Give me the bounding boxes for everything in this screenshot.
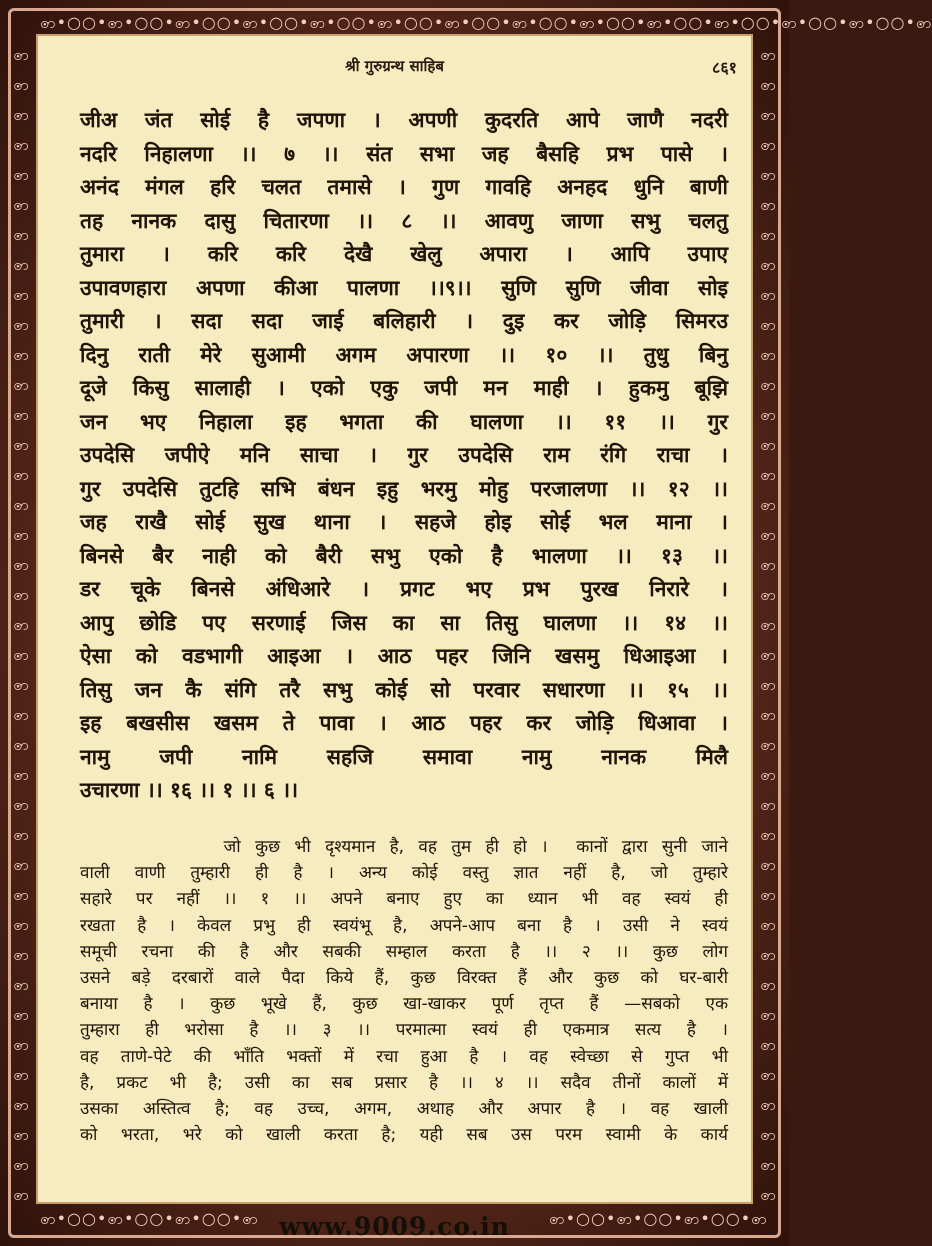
verse-line: नदरि निहालणा ।। ७ ।। संत सभा जह बैसहि प्रभ पासे । <box>80 141 728 166</box>
translation-line: समूची रचना की है और सबकी सम्हाल करता है ।। २ ।। कुछ लोग <box>80 941 728 962</box>
verse-line: तह नानक दासु चितारणा ।। ८ ।। आवणु जाणा सभु चलतु <box>80 208 728 233</box>
verse-line: नामु जपी नामि सहजि समावा नामु नानक मिलै <box>80 744 728 769</box>
right-ornament-column: ꩦꩦꩦꩦꩦꩦꩦꩦꩦꩦꩦꩦꩦꩦꩦꩦꩦꩦꩦꩦꩦꩦꩦꩦꩦꩦꩦꩦꩦꩦꩦꩦꩦꩦꩦꩦꩦꩦꩦ <box>760 45 776 1204</box>
verse-line: दिनु राती मेरे सुआमी अगम अपारणा ।। १० ।। तुधु बिनु <box>80 342 728 367</box>
verse-line: दूजे किसु सालाही । एको एकु जपी मन माही । हुकमु बूझि <box>80 376 728 400</box>
translation-line: को भरता, भरे को खाली करता है; यही सब उस परम स्वामी के कार्य <box>80 1125 728 1146</box>
bottom-ornament-right: ꩦ•○○•ꩦ•○○•ꩦ•○○•ꩦ <box>549 1209 768 1228</box>
translation-line: उसने बड़े दरबारों वाले पैदा किये हैं, कुछ विरक्त हैं और कुछ को घर-बारी <box>80 967 728 988</box>
verse-line: बिनसे बैर नाही को बैरी सभु एको है भालणा ।। १३ ।। <box>80 543 728 568</box>
bottom-ornament-left: ꩦ•○○•ꩦ•○○•ꩦ•○○•ꩦ <box>40 1209 259 1228</box>
website-footer: www.9009.co.in <box>279 1212 510 1241</box>
left-ornament-column: ꩦꩦꩦꩦꩦꩦꩦꩦꩦꩦꩦꩦꩦꩦꩦꩦꩦꩦꩦꩦꩦꩦꩦꩦꩦꩦꩦꩦꩦꩦꩦꩦꩦꩦꩦꩦꩦꩦꩦ <box>13 45 29 1204</box>
translation-line: रखता है । केवल प्रभु ही स्वयंभू है, अपने-आप बना है । उसी ने स्वयं <box>80 915 728 936</box>
verse-line: डर चूके बिनसे अंधिआरे । प्रगट भए प्रभ पुरख निरारे । <box>80 577 728 601</box>
translation-line: उसका अस्तित्व है; वह उच्च, अगम, अथाह और अपार है । वह खाली <box>80 1098 728 1119</box>
translation-line: जो कुछ भी दृश्यमान है, वह तुम ही हो । कानों द्वारा सुनी जाने <box>80 837 728 857</box>
top-ornament-row: ꩦ•○○•ꩦ•○○•ꩦ•○○•ꩦ•○○•ꩦ•○○•ꩦ•○○•ꩦ•○○•ꩦ•○○•ꩦ•○○•ꩦ•○○•ꩦ•○○•ꩦ•○○•ꩦ•○○•ꩦ <box>40 13 932 32</box>
verse-line: जन भए निहाला इह भगता की घालणा ।। ११ ।। गुर <box>80 409 728 434</box>
hindi-translation-block <box>80 834 728 1148</box>
translation-line: बनाया है । कुछ भूखे हैं, कुछ खा-खाकर पूर्ण तृप्त हैं —सबको एक <box>80 994 728 1015</box>
page-number: ८६१ <box>712 58 737 77</box>
verse-line: तुमारी । सदा सदा जाई बलिहारी । दुइ कर जोड़ि सिमरउ <box>80 309 728 333</box>
verse-line: आपु छोडि पए सरणाई जिस का सा तिसु घालणा ।। १४ ।। <box>80 610 728 635</box>
page-header <box>36 56 753 80</box>
verse-line: अनंद मंगल हरि चलत तमासे । गुण गावहि अनहद धुनि बाणी <box>80 175 728 199</box>
page-title: श्री गुरुग्रन्थ साहिब <box>345 57 444 75</box>
translation-line: वह ताणे-पेटे की भाँति भक्तों में रचा हुआ है । वह स्वेच्छा से गुप्त भी <box>80 1046 728 1067</box>
verse-line: उपदेसि जपीऐ मनि साचा । गुर उपदेसि राम रंगि राचा । <box>80 443 728 467</box>
verse-line: जह राखै सोई सुख थाना । सहजे होइ सोई भल माना । <box>80 510 728 534</box>
verse-line: उपावणहारा अपणा कीआ पालणा ।।९।। सुणि सुणि जीवा सोइ <box>80 275 728 300</box>
scripture-page <box>36 34 753 1204</box>
verse-line: तिसु जन कै संगि तरै सभु कोई सो परवार सधारणा ।। १५ ।। <box>80 677 728 702</box>
verse-line: ऐसा को वडभागी आइआ । आठ पहर जिनि खसमु धिआइआ । <box>80 644 728 668</box>
verse-line: तुमारा । करि करि देखै खेलु अपारा । आपि उपाए <box>80 242 728 266</box>
gurbani-verse-block <box>80 104 728 808</box>
verse-line: गुर उपदेसि तुटहि सभि बंधन इहु भरमु मोहु परजालणा ।। १२ ।। <box>80 476 728 501</box>
verse-line: जीअ जंत सोई है जपणा । अपणी कुदरति आपे जाणै नदरी <box>80 108 728 132</box>
translation-line: सहारे पर नहीं ।। १ ।। अपने बनाए हुए का ध्यान भी वह स्वयं ही <box>80 889 728 910</box>
translation-line: है, प्रकट भी है; उसी का सब प्रसार है ।। ४ ।। सदैव तीनों कालों में <box>80 1072 728 1093</box>
translation-line: वाली वाणी तुम्हारी ही है । अन्य कोई वस्तु ज्ञात नहीं है, जो तुम्हारे <box>80 863 728 884</box>
verse-line: उचारणा ।। १६ ।। १ ।। ६ ।। <box>80 778 299 802</box>
verse-line: इह बखसीस खसम ते पावा । आठ पहर कर जोड़ि धिआवा । <box>80 711 728 735</box>
translation-line: तुम्हारा ही भरोसा है ।। ३ ।। परमात्मा स्वयं ही एकमात्र सत्य है । <box>80 1020 728 1041</box>
